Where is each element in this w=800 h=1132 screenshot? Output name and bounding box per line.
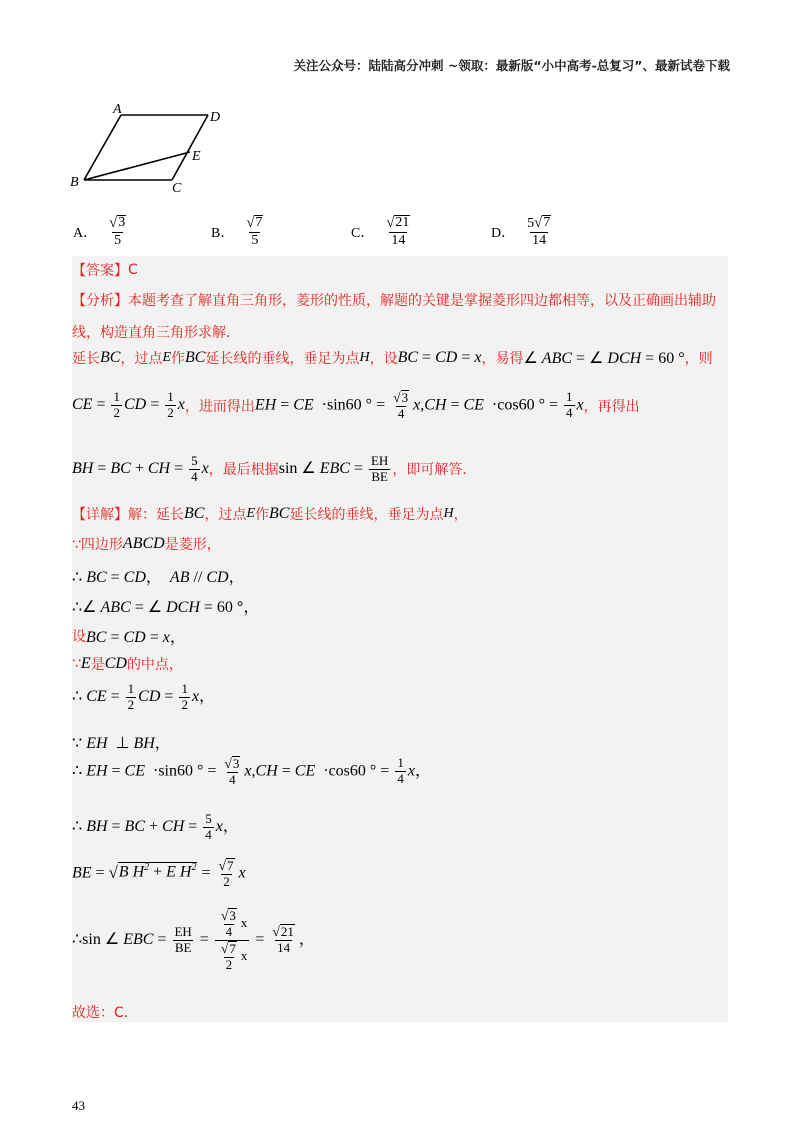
label-e: E (192, 149, 201, 164)
option-c-label: C． (351, 226, 375, 241)
option-a-label: A． (73, 226, 98, 241)
solution-panel (72, 256, 728, 1022)
option-a[interactable]: A． √ 3 5 (73, 214, 126, 248)
analysis-line-3: 延长 BC ，过点 E 作 BC 延长线的垂线，垂足为点 H ，设 BC = CD = x ，易得 ∠ ABC = ∠ DCH = 60 ° ，则 (72, 349, 713, 367)
analysis-line-1: 【分析】 本题考查了解直角三角形，菱形的性质，解题的关键是掌握菱形四边都相等，以及正确画出辅助 (72, 290, 716, 310)
analysis-line-2: 线，构造直角三角形求解． (72, 325, 240, 341)
option-d-label: D． (491, 226, 516, 241)
label-c: C (172, 181, 182, 195)
step-because-rhombus: ∵四边形 ABCD 是菱形， (72, 535, 221, 553)
step-set-x: 设 BC = CD = x， (72, 628, 186, 646)
label-d: D (210, 110, 221, 125)
step-angles: ∴∠ ABC = ∠ DCH = 60 °， (72, 599, 260, 616)
edge-dc (172, 115, 208, 180)
detail-intro: 【详解】 解：延长 BC ，过点 E 作 BC 延长线的垂线，垂足为点 H ， (72, 505, 468, 523)
page-header: 关注公众号：陆陆高分冲刺 ~领取：最新版“小中高考-总复习”、最新试卷下载 (293, 58, 730, 73)
option-d[interactable]: D． 5 √ 7 14 (491, 214, 551, 248)
label-a: A (113, 102, 122, 117)
answer-tag: 【答案】 (72, 263, 128, 279)
answer-value: C (128, 262, 138, 278)
option-c[interactable]: C． √ 21 14 (351, 214, 410, 248)
step-be: BE = √ B $H^2 + E$ $H^2$ = √ 7 2 x (72, 857, 246, 889)
detail-tag: 【详解】 (72, 507, 128, 523)
step-perpendicular: ∵ EH ⊥ BH， (72, 735, 171, 752)
answer-line (72, 260, 138, 280)
step-sin: ∴sin ∠ EBC = $\frac{EH}{BE}$ = √ 3 4 x √ 7 2 x = √ 21 14 ， (72, 907, 315, 972)
label-b: B (70, 175, 79, 190)
answer-options (73, 210, 593, 254)
analysis-line-4: CE = $\frac{1}{2}$ CD = $\frac{1}{2}$ x ，进而得出 EH = CE ·sin60 ° = √ 3 4 x,CH = CE ·cos60 ° = $\frac{1}{4}$ x ，再得出 (72, 389, 640, 421)
analysis-tag: 【分析】 (72, 293, 128, 309)
option-b-label: B． (211, 226, 235, 241)
step-midpoint: ∵ E 是 CD 的中点， (72, 655, 183, 673)
step-bh: ∴ BH = BC + CH = $\frac{5}{4}$ x， (72, 811, 239, 842)
analysis-line-5: BH = BC + CH = $\frac{5}{4}$ x ，最后根据 sin ∠ EBC = $\frac{EH}{BE}$ ，即可解答． (72, 453, 477, 484)
option-b[interactable]: B． √ 7 5 (211, 214, 263, 248)
step-eh-ch: ∴ EH = CE ·sin60 ° = √ 3 4 x,CH = CE ·cos60 ° = $\frac{1}{4}$ x， (72, 755, 431, 787)
edge-ab (84, 115, 121, 180)
step-equal-sides: ∴ BC = CD， AB // CD， (72, 569, 245, 586)
page-number: 43 (72, 1098, 85, 1113)
rhombus-figure (68, 100, 238, 195)
step-ce: ∴ CE = $\frac{1}{2}$ CD = $\frac{1}{2}$ x， (72, 681, 216, 712)
conclusion: 故选：C． (72, 1005, 138, 1021)
